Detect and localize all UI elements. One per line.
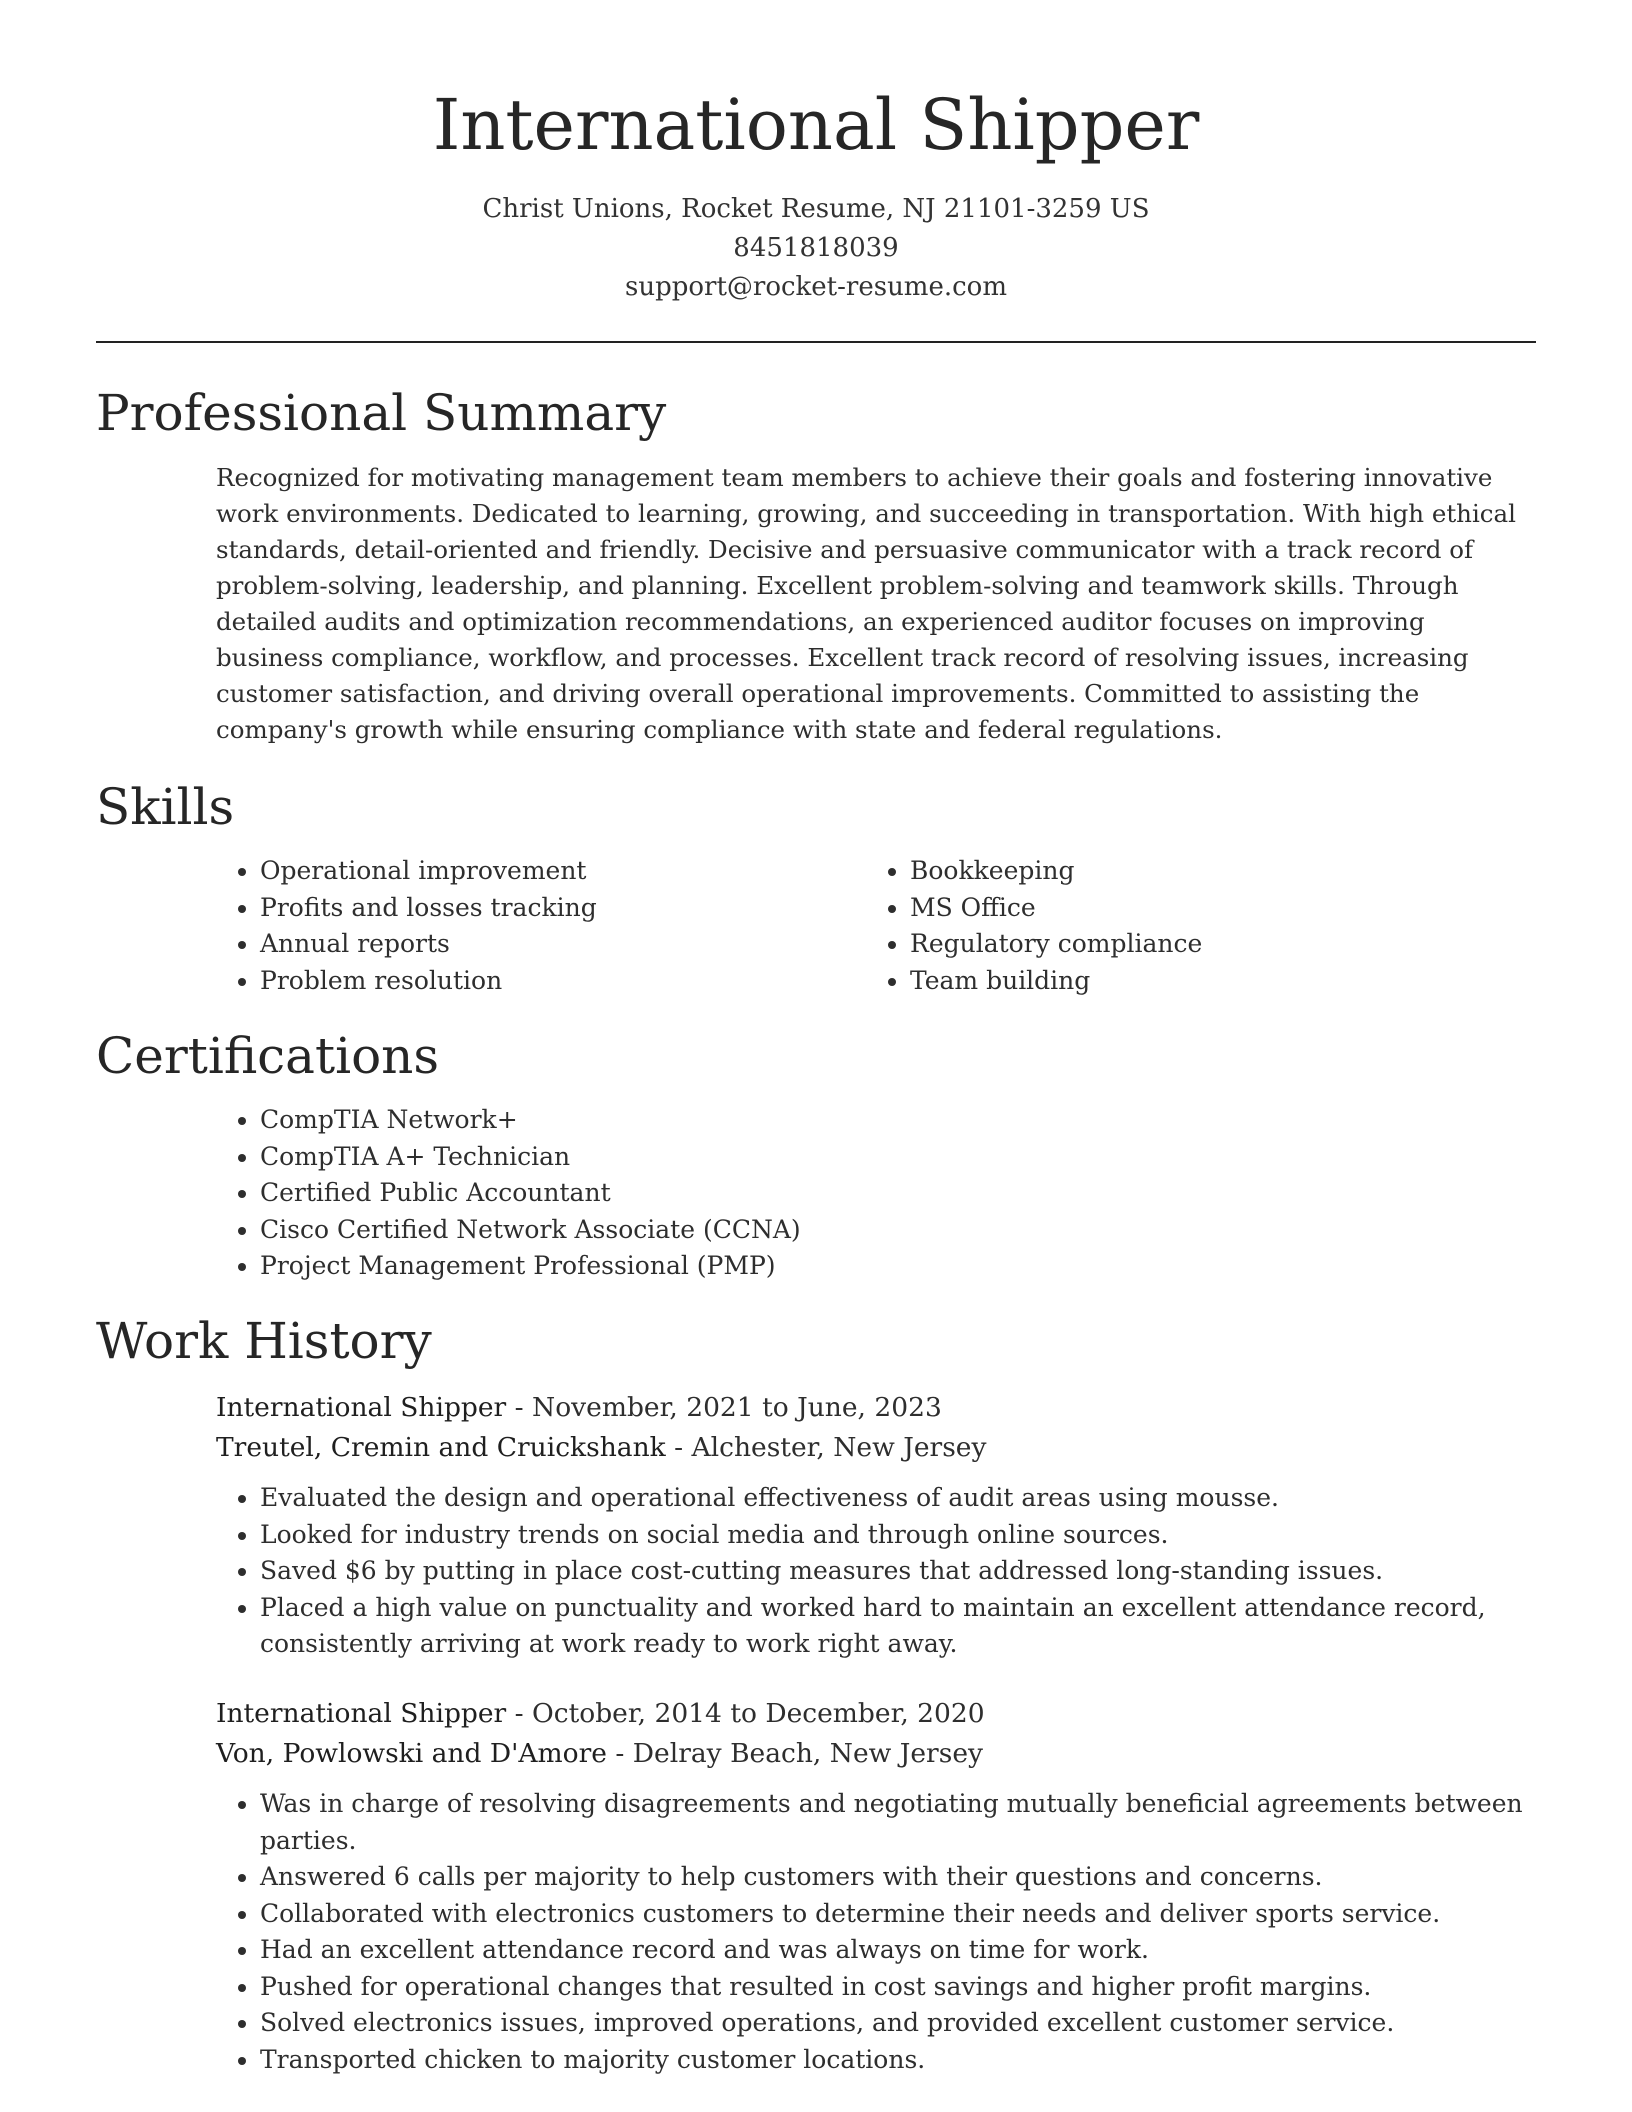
list-item: • Cisco Certified Network Associate (CCNA) <box>260 1212 1560 1249</box>
job-2-title-line <box>216 1694 985 1734</box>
list-item: • CompTIA Network+ <box>260 1102 1560 1139</box>
header-divider <box>96 341 1536 343</box>
list-item: • Team building <box>910 963 1510 1000</box>
job-role: International Shipper <box>216 1698 507 1729</box>
work-history-heading: Work History <box>96 1312 432 1370</box>
summary-heading: Professional Summary <box>96 384 667 442</box>
job-1-company-line <box>216 1428 986 1468</box>
job-dates: - October, 2014 to December, 2020 <box>506 1698 985 1729</box>
job-company: Treutel, Cremin and Cruickshank <box>216 1432 666 1463</box>
list-item: • MS Office <box>910 890 1510 927</box>
list-item: • Placed a high value on punctuality and worked hard to maintain an excellent attendance record, consistently arriving at work ready to work right away. <box>260 1590 1550 1663</box>
list-item: • Pushed for operational changes that resulted in cost savings and higher profit margins. <box>260 1969 1550 2006</box>
candidate-name: International Shipper <box>432 84 1200 166</box>
list-item: • Bookkeeping <box>910 853 1510 890</box>
list-item: • Operational improvement <box>260 853 820 890</box>
list-item: • Saved $6 by putting in place cost-cutting measures that addressed long-standing issues. <box>260 1553 1550 1590</box>
job-2-company-line <box>216 1734 983 1774</box>
list-item: • Was in charge of resolving disagreements and negotiating mutually beneficial agreements between parties. <box>260 1786 1550 1859</box>
phone: 8451818039 <box>733 233 899 263</box>
job-1-title-line <box>216 1388 942 1428</box>
certifications-heading: Certifications <box>96 1027 440 1085</box>
list-item: • Had an excellent attendance record and was always on time for work. <box>260 1932 1550 1969</box>
list-item: • Transported chicken to majority customer locations. <box>260 2042 1550 2079</box>
list-item: • Solved electronics issues, improved operations, and provided excellent customer service. <box>260 2005 1550 2042</box>
list-item: • CompTIA A+ Technician <box>260 1139 1560 1176</box>
job-1-bullets <box>216 1480 1550 1663</box>
skills-list-left <box>216 853 820 999</box>
list-item: • Profits and losses tracking <box>260 890 820 927</box>
summary-text: Recognized for motivating management team members to achieve their goals and fostering innovative work environments. Dedicated to learning, growing, and succeeding in transportation. With high ethical standards, detail-oriented and friendly. Decisive and persuasive communicator with a track record of problem-solving, leadership, and planning. Excellent problem-solving and teamwork skills. Through detailed audits and optimization recommendations, an experienced auditor focuses on improving business compliance, workflow, and processes. Excellent track record of resolving issues, increasing customer satisfaction, and driving overall operational improvements. Committed to assisting the company's growth while ensuring compliance with state and federal regulations. <box>216 463 1516 744</box>
email: support@rocket-resume.com <box>624 272 1007 302</box>
list-item: • Evaluated the design and operational effectiveness of audit areas using mousse. <box>260 1480 1550 1517</box>
job-dates: - November, 2021 to June, 2023 <box>506 1392 942 1423</box>
job-company: Von, Powlowski and D'Amore <box>216 1738 607 1769</box>
list-item: • Certified Public Accountant <box>260 1175 1560 1212</box>
list-item: • Looked for industry trends on social media and through online sources. <box>260 1517 1550 1554</box>
address: Christ Unions, Rocket Resume, NJ 21101-3259 US <box>482 194 1150 224</box>
list-item: • Answered 6 calls per majority to help customers with their questions and concerns. <box>260 1859 1550 1896</box>
skills-list-right <box>866 853 1510 999</box>
list-item: • Annual reports <box>260 926 820 963</box>
job-location: - Alchester, New Jersey <box>665 1432 987 1463</box>
contact-info <box>96 190 1536 307</box>
skills-heading: Skills <box>96 778 235 836</box>
list-item: • Project Management Professional (PMP) <box>260 1248 1560 1285</box>
list-item: • Problem resolution <box>260 963 820 1000</box>
certifications-list <box>216 1102 1560 1285</box>
job-2-bullets <box>216 1786 1550 2078</box>
job-role: International Shipper <box>216 1392 507 1423</box>
job-location: - Delray Beach, New Jersey <box>607 1738 983 1769</box>
list-item: • Regulatory compliance <box>910 926 1510 963</box>
list-item: • Collaborated with electronics customers to determine their needs and deliver sports service. <box>260 1896 1550 1933</box>
